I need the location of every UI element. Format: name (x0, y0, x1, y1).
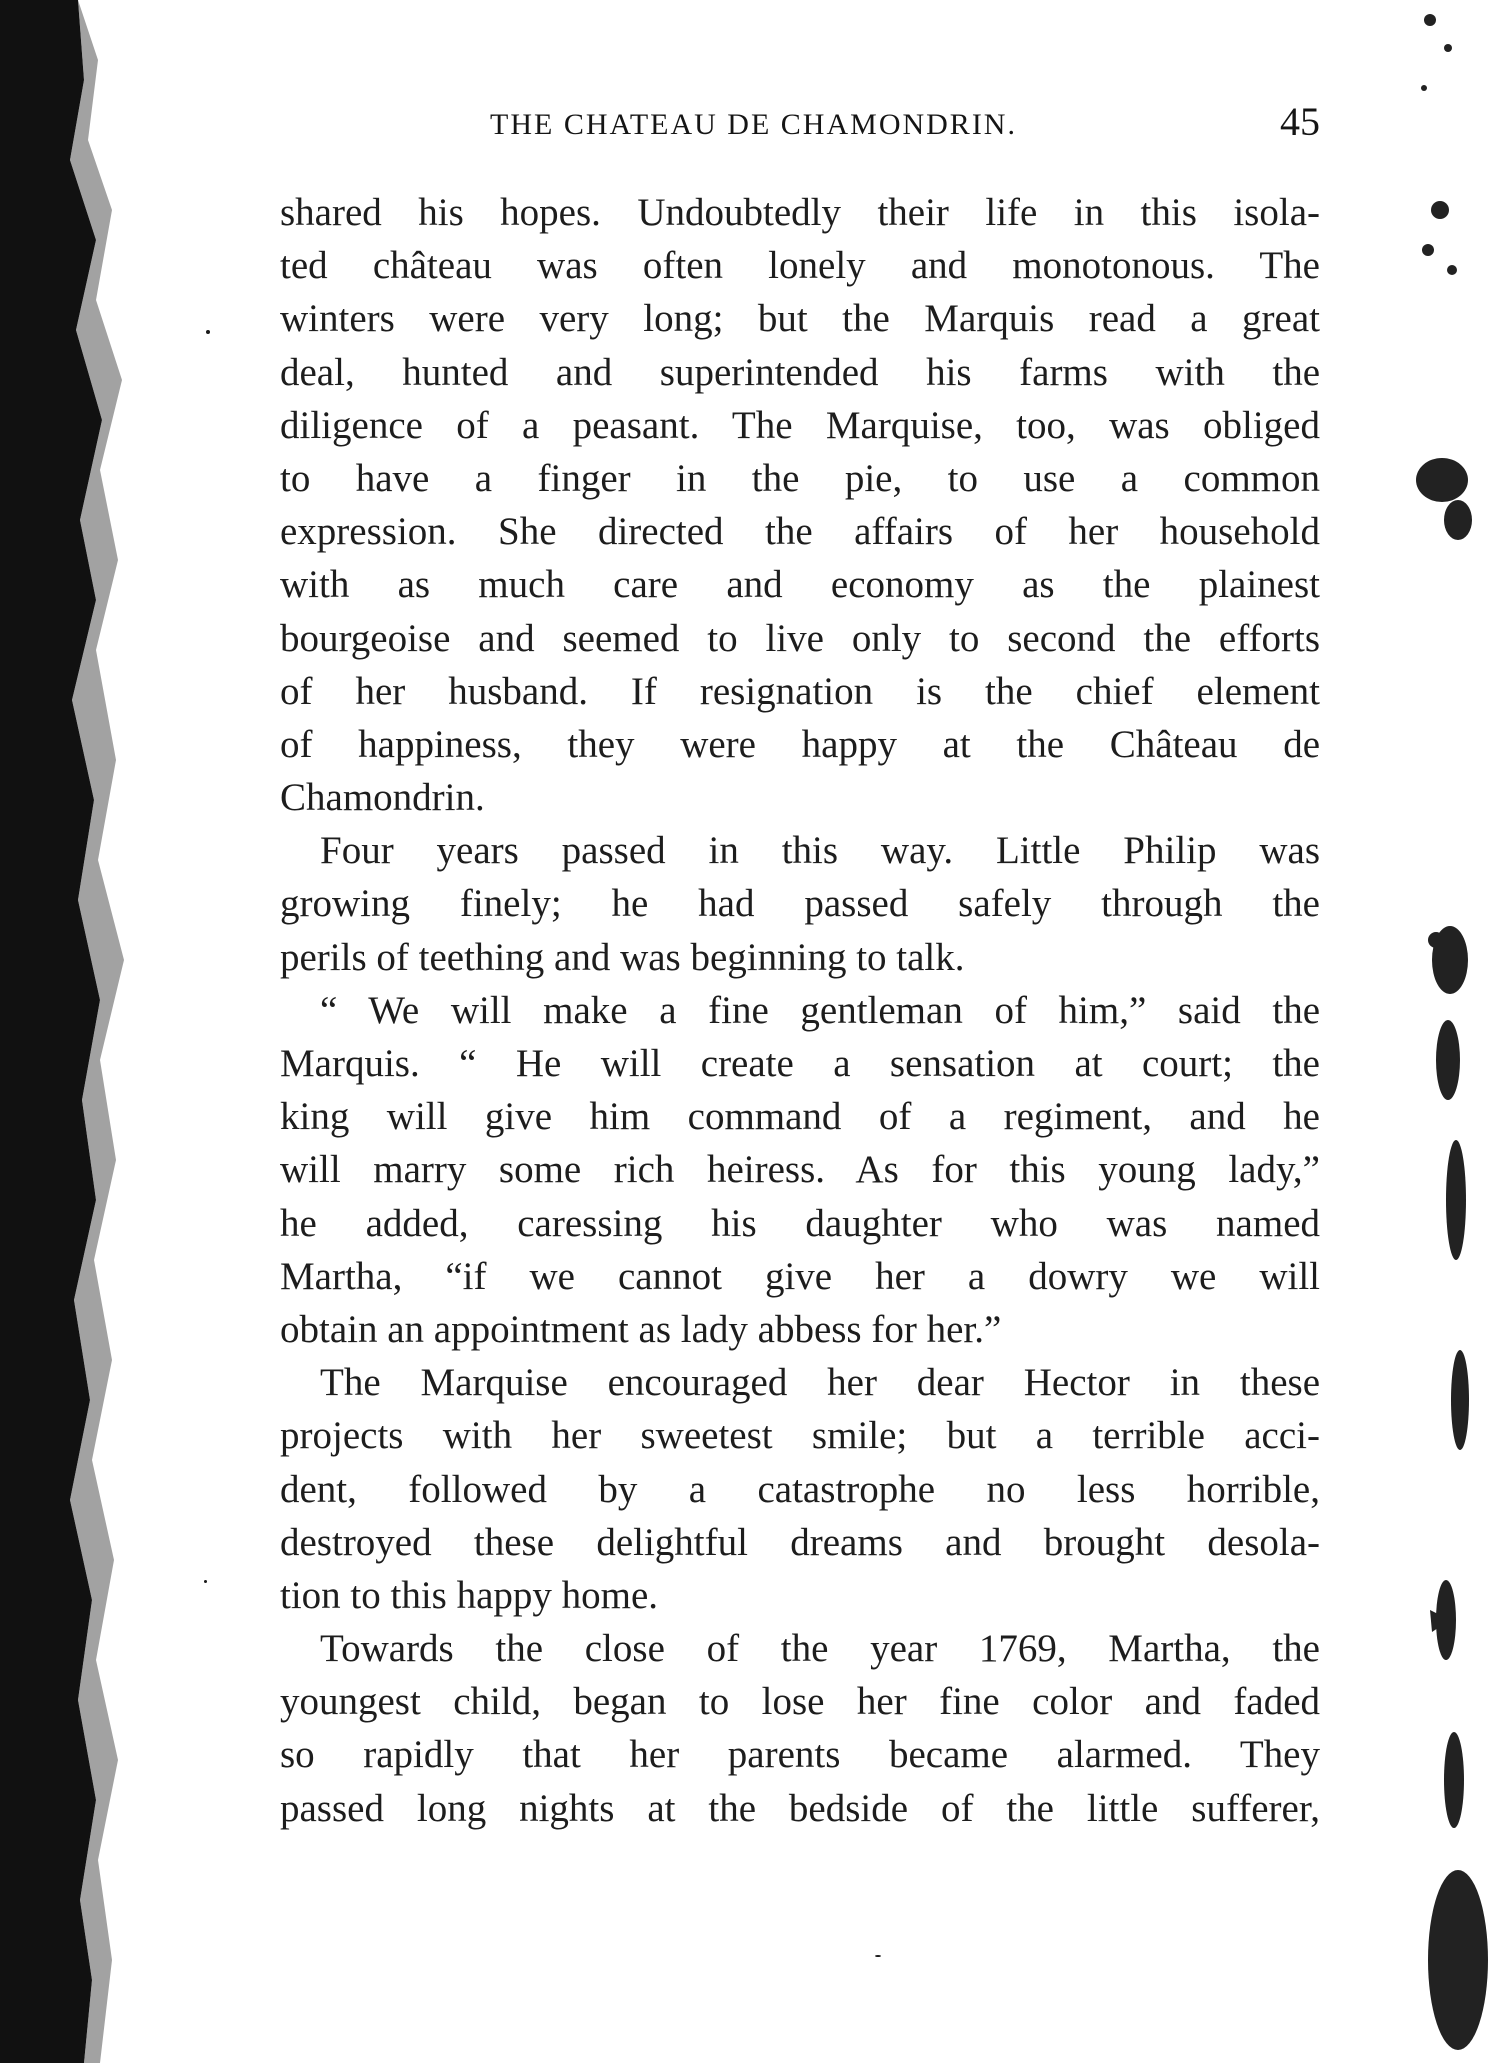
text-line: youngest child, began to lose her fine color and faded (280, 1680, 1320, 1724)
text-line: ted château was often lonely and monotonous. The (280, 244, 1320, 288)
text-line: expression. She directed the affairs of her household (280, 510, 1320, 554)
text-line: Towards the close of the year 1769, Martha, the (320, 1627, 1320, 1671)
text-line: growing finely; he had passed safely through the (280, 882, 1320, 926)
text-line: shared his hopes. Undoubtedly their life in this isola- (280, 191, 1320, 234)
text-line: Marquis. “ He will create a sensation at court; the (280, 1042, 1320, 1085)
text-line: with as much care and economy as the plainest (280, 563, 1320, 607)
text-line: bourgeoise and seemed to live only to second the efforts (280, 616, 1320, 660)
text-line: Four years passed in this way. Little Philip was (320, 829, 1320, 873)
text-line: passed long nights at the bedside of the little sufferer, (280, 1786, 1320, 1830)
left-binding-edge (0, 0, 150, 2063)
text-line: projects with her sweetest smile; but a terrible acci- (280, 1414, 1320, 1458)
text-line: Chamondrin. (280, 776, 485, 820)
text-line: deal, hunted and superintended his farms with the (280, 350, 1320, 394)
page-edge-noise-graphic (1370, 0, 1490, 2063)
text-line: to have a finger in the pie, to use a common (280, 456, 1320, 500)
running-head: THE CHATEAU DE CHAMONDRIN. (490, 108, 1017, 141)
text-line: diligence of a peasant. The Marquise, too, was obliged (280, 403, 1320, 447)
text-line: so rapidly that her parents became alarmed. They (280, 1733, 1320, 1777)
text-line: obtain an appointment as lady abbess for her.” (280, 1307, 1002, 1351)
text-line: Martha, “if we cannot give her a dowry we will (280, 1254, 1320, 1298)
text-line: perils of teething and was beginning to talk. (280, 935, 965, 979)
page-number: 45 (1280, 99, 1320, 144)
text-line: destroyed these delightful dreams and brought desola- (280, 1520, 1320, 1564)
text-line: tion to this happy home. (280, 1573, 659, 1617)
page-header (280, 98, 1320, 148)
text-line: he added, caressing his daughter who was named (280, 1201, 1320, 1245)
text-line: of her husband. If resignation is the chief element (280, 669, 1320, 713)
text-line: of happiness, they were happy at the Château de (280, 722, 1320, 766)
text-line: dent, followed by a catastrophe no less horrible, (280, 1467, 1320, 1511)
body-text (280, 186, 1320, 1835)
right-page-edge (1370, 0, 1490, 2063)
text-line: winters were very long; but the Marquis read a great (280, 297, 1320, 341)
text-line: The Marquise encouraged her dear Hector in these (320, 1361, 1320, 1405)
text-line: “ We will make a fine gentleman of him,” said the (320, 988, 1320, 1032)
text-line: will marry some rich heiress. As for this young lady,” (280, 1148, 1320, 1192)
binding-shadow-graphic (0, 0, 150, 2063)
text-line: king will give him command of a regiment, and he (280, 1095, 1320, 1139)
